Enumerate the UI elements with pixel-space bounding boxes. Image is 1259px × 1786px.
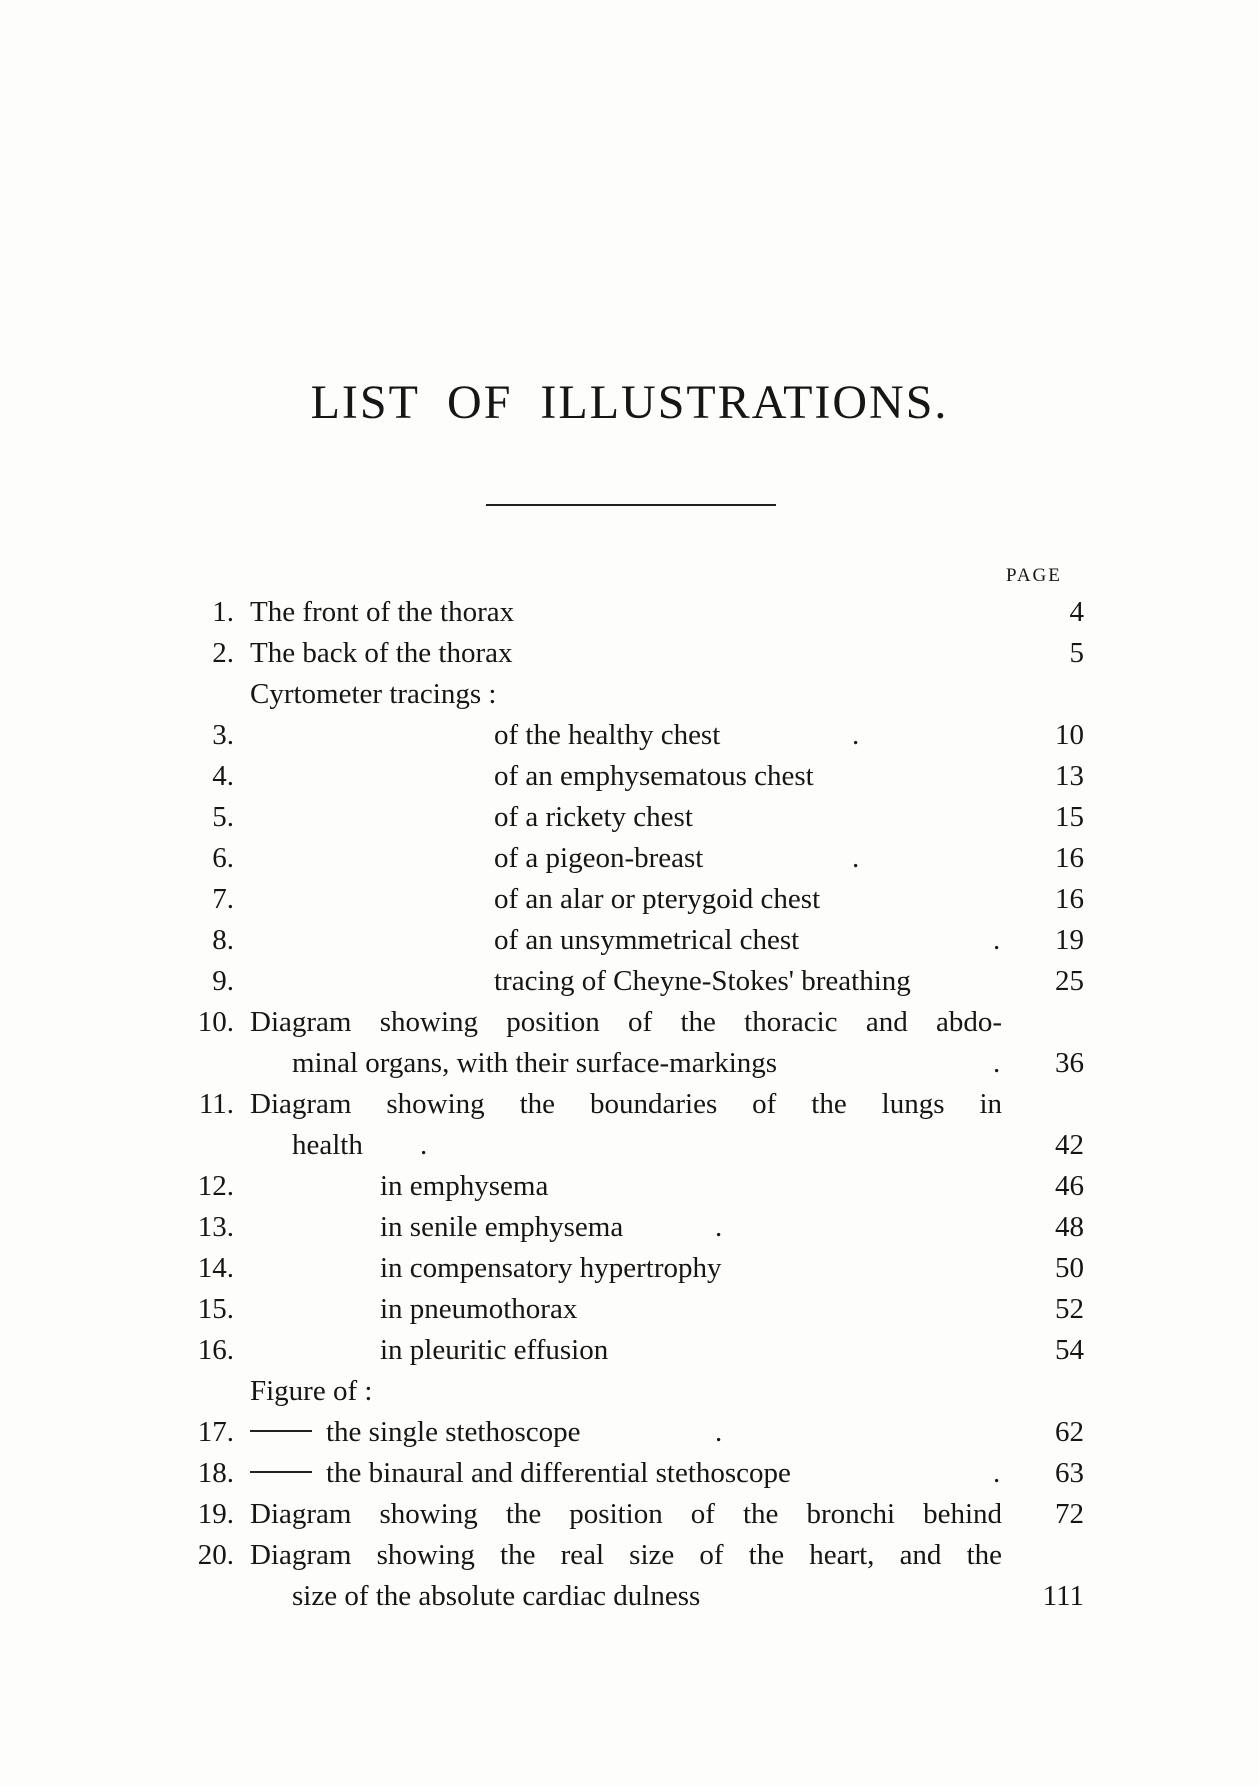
entry-text: minal organs, with their surface-markings bbox=[292, 1047, 778, 1079]
leader-dot: . bbox=[993, 924, 1001, 956]
entry-number: 9. bbox=[212, 965, 234, 997]
list-item bbox=[0, 1166, 1259, 1207]
leader-dot: . bbox=[993, 1457, 1001, 1489]
entry-page: 48 bbox=[1055, 1211, 1084, 1243]
list-item bbox=[0, 715, 1259, 756]
leader-dot: . bbox=[993, 1047, 1001, 1079]
list-item-continuation bbox=[0, 1125, 1259, 1166]
entry-text: of an emphysematous chest bbox=[494, 760, 814, 792]
entry-number: 1. bbox=[212, 596, 234, 628]
entry-text: in pleuritic effusion bbox=[380, 1334, 609, 1366]
leader-dot: . bbox=[420, 1129, 428, 1161]
list-item bbox=[0, 879, 1259, 920]
entry-page: 36 bbox=[1055, 1047, 1084, 1079]
entry-text: of a rickety chest bbox=[494, 801, 693, 833]
list-item bbox=[0, 920, 1259, 961]
entry-page: 4 bbox=[1069, 596, 1084, 628]
entry-text: Diagram showing the position of the bronchi behind bbox=[250, 1498, 1002, 1530]
list-item bbox=[0, 1494, 1259, 1535]
entry-page: 54 bbox=[1055, 1334, 1084, 1366]
entry-page: 15 bbox=[1055, 801, 1084, 833]
entry-text: of the healthy chest bbox=[494, 719, 721, 751]
entry-number: 2. bbox=[212, 637, 234, 669]
entry-number: 7. bbox=[212, 883, 234, 915]
entry-page: 111 bbox=[1042, 1580, 1084, 1612]
page-title: LIST OF ILLUSTRATIONS. bbox=[310, 376, 949, 429]
entry-text: tracing of Cheyne-Stokes' breathing bbox=[494, 965, 911, 997]
entry-text: Diagram showing the real size of the heart, and the bbox=[250, 1539, 1002, 1571]
list-item bbox=[0, 1453, 1259, 1494]
entry-page: 63 bbox=[1055, 1457, 1084, 1489]
list-item bbox=[0, 592, 1259, 633]
entry-page: 25 bbox=[1055, 965, 1084, 997]
list-item bbox=[0, 1289, 1259, 1330]
entry-page: 13 bbox=[1055, 760, 1084, 792]
entry-text: the binaural and differential stethoscope bbox=[326, 1457, 791, 1489]
entry-text: health bbox=[292, 1129, 363, 1161]
entry-number: 15. bbox=[197, 1293, 234, 1325]
entry-number: 8. bbox=[212, 924, 234, 956]
entry-text: in pneumothorax bbox=[380, 1293, 578, 1325]
list-item-continuation bbox=[0, 1576, 1259, 1617]
entry-number: 5. bbox=[212, 801, 234, 833]
entry-page: 16 bbox=[1055, 883, 1084, 915]
list-item bbox=[0, 961, 1259, 1002]
entry-page: 10 bbox=[1055, 719, 1084, 751]
entry-number: 10. bbox=[197, 1006, 234, 1038]
list-item-continuation bbox=[0, 1043, 1259, 1084]
entry-text: the single stethoscope bbox=[326, 1416, 581, 1448]
entry-number: 14. bbox=[197, 1252, 234, 1284]
entry-page: 52 bbox=[1055, 1293, 1084, 1325]
entry-text: of an alar or pterygoid chest bbox=[494, 883, 821, 915]
list-item bbox=[0, 1535, 1259, 1576]
entry-number: 16. bbox=[197, 1334, 234, 1366]
entry-text: size of the absolute cardiac dulness bbox=[292, 1580, 701, 1612]
entry-text: in emphysema bbox=[380, 1170, 549, 1202]
leader-dot: . bbox=[715, 1211, 723, 1243]
list-item bbox=[0, 1330, 1259, 1371]
entry-number: 20. bbox=[197, 1539, 234, 1571]
entry-page: 16 bbox=[1055, 842, 1084, 874]
entry-page: 50 bbox=[1055, 1252, 1084, 1284]
leader-dot: . bbox=[852, 842, 860, 874]
list-item bbox=[0, 1207, 1259, 1248]
entry-number: 4. bbox=[212, 760, 234, 792]
list-item bbox=[0, 674, 1259, 715]
entry-text: Diagram showing position of the thoracic and abdo- bbox=[250, 1006, 1002, 1038]
leader-dot: . bbox=[715, 1416, 723, 1448]
entry-page: 19 bbox=[1055, 924, 1084, 956]
list-item bbox=[0, 756, 1259, 797]
entry-text: in senile emphysema bbox=[380, 1211, 624, 1243]
entry-number: 6. bbox=[212, 842, 234, 874]
entry-page: 42 bbox=[1055, 1129, 1084, 1161]
section-subheading: Figure of : bbox=[250, 1375, 373, 1407]
entry-text: of a pigeon-breast bbox=[494, 842, 704, 874]
entry-text: Diagram showing the boundaries of the lungs in bbox=[250, 1088, 1002, 1120]
list-item bbox=[0, 838, 1259, 879]
list-item bbox=[0, 1248, 1259, 1289]
page-column-header: PAGE bbox=[1006, 565, 1062, 586]
entry-number: 11. bbox=[198, 1088, 234, 1120]
leader-dot: . bbox=[852, 719, 860, 751]
list-item bbox=[0, 1412, 1259, 1453]
list-item bbox=[0, 633, 1259, 674]
ditto-dash bbox=[250, 1430, 312, 1432]
list-item bbox=[0, 1002, 1259, 1043]
entry-text: in compensatory hypertrophy bbox=[380, 1252, 722, 1284]
ditto-dash bbox=[250, 1471, 312, 1473]
title-rule bbox=[486, 504, 776, 506]
entry-page: 72 bbox=[1055, 1498, 1084, 1530]
entry-number: 12. bbox=[197, 1170, 234, 1202]
entry-page: 62 bbox=[1055, 1416, 1084, 1448]
list-item bbox=[0, 797, 1259, 838]
entry-text: The back of the thorax bbox=[250, 637, 513, 669]
list-item bbox=[0, 1371, 1259, 1412]
entry-text: of an unsymmetrical chest bbox=[494, 924, 800, 956]
entry-number: 17. bbox=[197, 1416, 234, 1448]
section-subheading: Cyrtometer tracings : bbox=[250, 678, 497, 710]
entry-text: The front of the thorax bbox=[250, 596, 515, 628]
list-item bbox=[0, 1084, 1259, 1125]
entry-number: 18. bbox=[197, 1457, 234, 1489]
entry-number: 13. bbox=[197, 1211, 234, 1243]
entry-page: 5 bbox=[1069, 637, 1084, 669]
entry-number: 3. bbox=[212, 719, 234, 751]
entry-number: 19. bbox=[197, 1498, 234, 1530]
entry-page: 46 bbox=[1055, 1170, 1084, 1202]
